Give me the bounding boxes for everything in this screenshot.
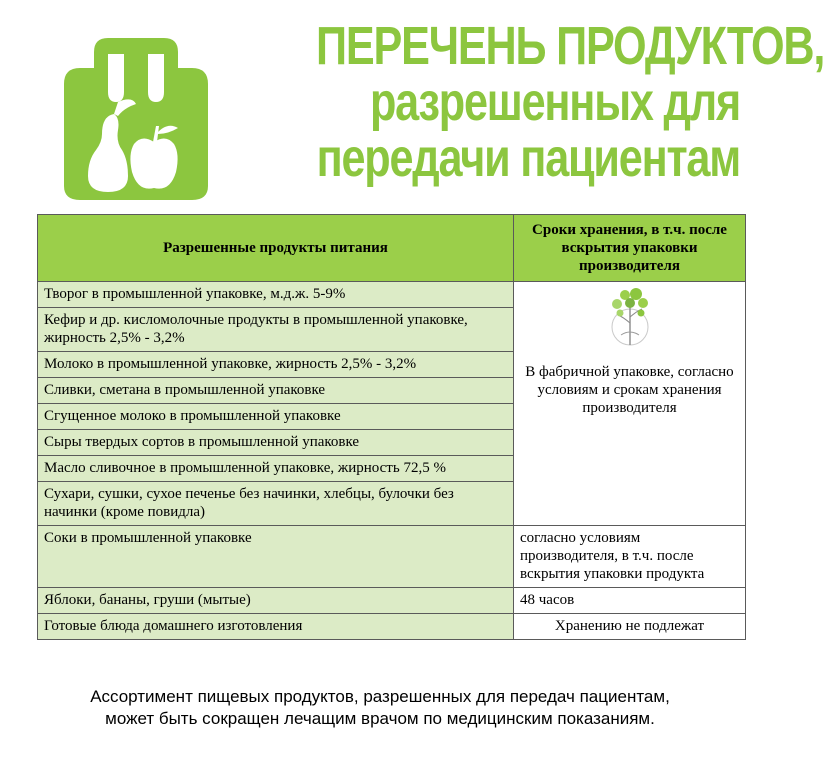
merged-storage-cell: [514, 282, 746, 526]
title-line-1: ПЕРЕЧЕНЬ ПРОДУКТОВ,: [316, 16, 824, 76]
header-storage: Сроки хранения, в т.ч. после вскрытия упаковки производителя: [514, 215, 746, 282]
product-cell: Сгущенное молоко в промышленной упаковке: [38, 404, 514, 430]
table-header-row: [38, 215, 746, 282]
product-cell: Сухари, сушки, сухое печенье без начинки, хлебцы, булочки без начинки (кроме повидла): [38, 482, 514, 526]
table-row: [38, 282, 746, 308]
footer-note: [0, 686, 760, 730]
product-cell: Масло сливочное в промышленной упаковке, жирность 72,5 %: [38, 456, 514, 482]
title-line-3: передачи пациентам: [316, 128, 740, 188]
product-cell: Готовые блюда домашнего изготовления: [38, 614, 514, 640]
merged-storage-text: В фабричной упаковке, согласно условиям и срокам хранения производителя: [525, 364, 734, 416]
title-line-2: разрешенных для: [369, 72, 740, 132]
table-row: [38, 588, 746, 614]
product-cell: Молоко в промышленной упаковке, жирность 2,5% - 3,2%: [38, 352, 514, 378]
product-cell: Яблоки, бананы, груши (мытые): [38, 588, 514, 614]
storage-cell: 48 часов: [514, 588, 746, 614]
table-row: [38, 526, 746, 588]
products-table: [37, 214, 746, 640]
page-title: [316, 16, 824, 188]
tree-emblem-icon: [605, 285, 655, 349]
product-cell: Творог в промышленной упаковке, м.д.ж. 5-9%: [38, 282, 514, 308]
header-products: Разрешенные продукты питания: [38, 215, 514, 282]
footer-note-line-1: Ассортимент пищевых продуктов, разрешенных для передач пациентам,: [90, 687, 670, 706]
product-cell: Сыры твердых сортов в промышленной упаковке: [38, 430, 514, 456]
storage-cell: Хранению не подлежат: [514, 614, 746, 640]
product-cell: Кефир и др. кисломолочные продукты в промышленной упаковке, жирность 2,5% - 3,2%: [38, 308, 514, 352]
footer-note-line-2: может быть сокращен лечащим врачом по медицинским показаниям.: [105, 709, 655, 728]
product-cell: Сливки, сметана в промышленной упаковке: [38, 378, 514, 404]
table-row: [38, 614, 746, 640]
shopping-bag-icon: [62, 30, 210, 200]
product-cell: Соки в промышленной упаковке: [38, 526, 514, 588]
storage-cell: согласно условиям производителя, в т.ч. после вскрытия упаковки продукта: [514, 526, 746, 588]
